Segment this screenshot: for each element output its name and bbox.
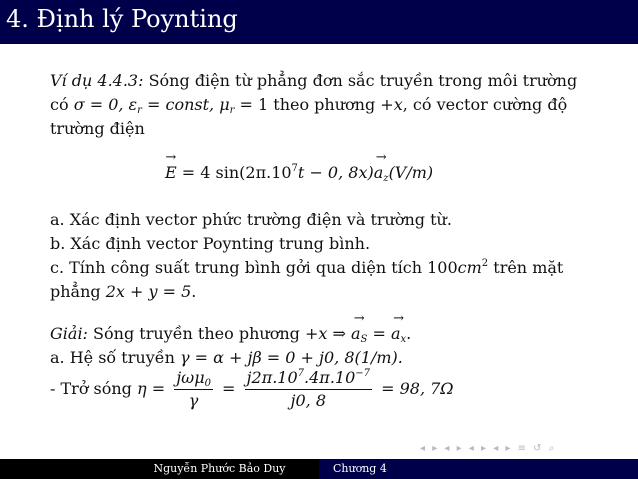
fraction-1-denominator: γ — [188, 391, 199, 410]
question-a: a. Xác định vector phức trường điện và trường từ. — [50, 210, 452, 229]
fraction-2-denominator: j0, 8 — [290, 391, 327, 410]
question-c-tail: trên mặt — [488, 258, 564, 277]
fraction-2-numerator-b: .4π.10 — [304, 368, 356, 387]
az-vector: a — [373, 163, 384, 182]
question-c-line-2 — [50, 280, 610, 304]
fraction-2-numerator-a: j2π.10 — [246, 368, 298, 387]
footer-chapter-box — [319, 459, 638, 479]
plane-text: phẳng — [50, 282, 106, 301]
equals-sign-2: = — [216, 379, 241, 398]
example-text-2a: có — [50, 95, 74, 114]
epsilon-symbol: ε — [128, 95, 138, 114]
eta-symbol: η = — [137, 379, 171, 398]
equation-exponent: 7 — [291, 163, 298, 174]
footer — [0, 459, 638, 479]
solution-line-1 — [50, 322, 610, 346]
as-vector: a — [350, 324, 361, 343]
plane-equation: 2x + y = 5 — [105, 282, 192, 301]
question-c-line-1 — [50, 256, 610, 280]
area-unit: cm — [457, 258, 482, 277]
example-text-1: Sóng điện từ phẳng đơn sắc truyền trong môi trường — [143, 71, 578, 90]
example-label: Ví dụ 4.4.3: — [50, 71, 144, 90]
e-vector: → E — [165, 161, 177, 185]
solution-label: Giải: — [50, 324, 88, 343]
impedance-fraction-2 — [245, 367, 372, 412]
solution-line-3 — [50, 366, 610, 412]
area-exponent: 2 — [481, 258, 489, 269]
solution-period: . — [406, 324, 412, 343]
fraction-1-numerator: jωμ — [176, 368, 205, 387]
equals-sign: = — [367, 324, 391, 343]
impedance-label: - Trở sóng — [50, 379, 138, 398]
example-line-3 — [50, 117, 610, 141]
mu-subscript: r — [229, 105, 235, 116]
footer-author: Nguyễn Phước Bảo Duy — [153, 462, 286, 475]
epsilon-subscript: r — [137, 105, 142, 116]
plane-period: . — [191, 282, 197, 301]
mu-symbol: , μ — [209, 95, 230, 114]
footer-chapter: Chương 4 — [333, 462, 387, 475]
mu-zero-subscript: 0 — [204, 378, 211, 389]
fraction-2-exponent-1: 7 — [297, 368, 305, 379]
solution-text-1: Sóng truyền theo phương — [87, 324, 305, 343]
az-subscript: z — [383, 173, 389, 184]
example-line-1 — [50, 69, 610, 93]
propagation-label: a. Hệ số truyền — [50, 348, 180, 367]
beamer-nav-icons[interactable]: ◂ ▸ ◂ ▸ ◂ ▸ ◂ ▸ ≡ ↺ ⌕ — [420, 443, 557, 454]
impedance-fraction-1 — [174, 367, 213, 412]
slide-title: 4. Định lý Poynting — [6, 5, 238, 33]
ax-vector: a — [390, 324, 401, 343]
example-text-2c: , có vector cường độ — [402, 95, 568, 114]
sigma-expr: σ = 0, — [73, 95, 129, 114]
example-line-2 — [50, 93, 610, 117]
equation-tail: t − 0, 8x) — [297, 163, 374, 182]
epsilon-value: = const — [141, 95, 210, 114]
ax-subscript: x — [400, 334, 407, 345]
example-text-2b: theo phương + — [268, 95, 394, 114]
example-text-3: trường điện — [50, 119, 145, 138]
field-equation — [165, 161, 495, 185]
question-c-text: c. Tính công suất trung bình gởi qua diện tích 100 — [50, 258, 458, 277]
fraction-2-exponent-2: −7 — [355, 368, 371, 379]
question-b: b. Xác định vector Poynting trung bình. — [50, 234, 371, 253]
title-bar — [0, 0, 638, 44]
as-subscript: S — [360, 334, 368, 345]
propagation-equation: γ = α + jβ = 0 + j0, 8(1/m). — [179, 348, 403, 367]
impedance-result: = 98, 7Ω — [376, 379, 454, 398]
mu-value: = 1 — [234, 95, 269, 114]
solution-math-1: +x ⇒ — [304, 324, 351, 343]
equation-unit: (V/m) — [388, 163, 434, 182]
footer-author-box — [0, 459, 319, 479]
equation-middle: = 4 sin(2π.10 — [176, 163, 292, 182]
x-variable: x — [393, 95, 403, 114]
